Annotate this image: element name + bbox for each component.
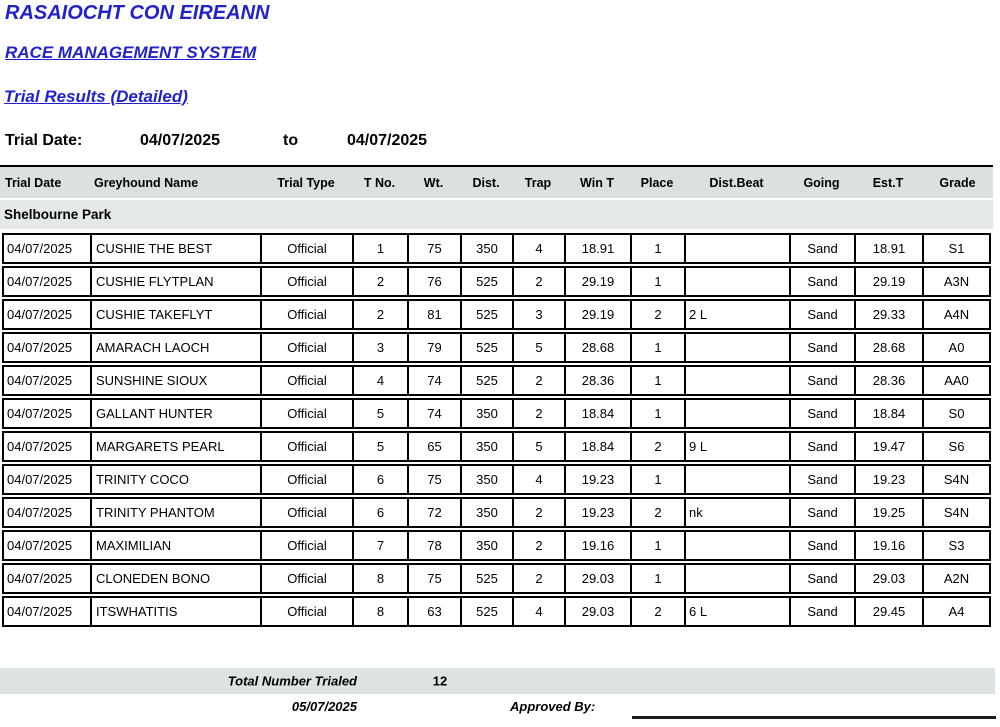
cell-t-no: 7 [354,532,409,559]
cell-t-no: 5 [354,400,409,427]
cell-greyhound-name: MARGARETS PEARL [92,433,262,460]
org-title: RASAIOCHT CON EIREANN [5,2,270,24]
cell-wt: 74 [409,367,462,394]
cell-trial-type: Official [262,499,354,526]
table-row [2,596,991,627]
cell-wt: 75 [409,466,462,493]
cell-win-t: 29.19 [566,268,632,295]
cell-win-t: 19.23 [566,499,632,526]
col-header-est-t: Est.T [872,175,904,190]
cell-win-t: 28.36 [566,367,632,394]
date-to-value: 04/07/2025 [347,132,428,149]
system-title: RACE MANAGEMENT SYSTEM [5,43,257,62]
cell-dist: 525 [462,565,514,592]
cell-wt: 75 [409,565,462,592]
table-header-row [0,167,993,198]
cell-grade: AA0 [944,373,969,388]
cell-trap: 4 [514,598,566,625]
cell-trial-date: 04/07/2025 [4,598,92,625]
cell-place: 1 [632,400,686,427]
cell-est-t: 29.45 [856,598,924,625]
cell-going: Sand [791,565,856,592]
cell-t-no: 6 [354,499,409,526]
cell-trial-type: Official [262,598,354,625]
cell-trial-type: Official [262,532,354,559]
col-header-greyhound-name: Greyhound Name [94,175,199,190]
cell-greyhound-name: SUNSHINE SIOUX [92,367,262,394]
cell-place: 2 [632,433,686,460]
cell-trap: 2 [514,532,566,559]
cell-trap: 2 [514,565,566,592]
cell-wt: 65 [409,433,462,460]
signature-line [632,716,996,719]
table-row [2,464,991,495]
cell-grade: A3N [943,274,970,289]
cell-win-t: 29.03 [566,565,632,592]
cell-going: Sand [791,532,856,559]
cell-dist-beat [686,532,791,559]
report-title: Trial Results (Detailed) [4,87,188,106]
cell-trial-type: Official [262,367,354,394]
cell-place: 1 [632,565,686,592]
table-row [2,497,991,528]
cell-trial-date: 04/07/2025 [4,532,92,559]
cell-trap: 3 [514,301,566,328]
total-trialed-label: Total Number Trialed [227,673,357,689]
cell-going: Sand [791,334,856,361]
cell-dist: 525 [462,301,514,328]
cell-t-no: 6 [354,466,409,493]
cell-dist: 350 [462,466,514,493]
cell-est-t: 18.84 [856,400,924,427]
cell-t-no: 3 [354,334,409,361]
cell-dist: 525 [462,367,514,394]
col-header-grade: Grade [939,175,976,190]
cell-greyhound-name: ITSWHATITIS [92,598,262,625]
approved-by-label: Approved By: [510,699,596,714]
cell-dist-beat [686,466,791,493]
cell-est-t: 29.33 [856,301,924,328]
col-header-dist: Dist. [472,175,500,190]
cell-dist-beat [686,400,791,427]
cell-going: Sand [791,268,856,295]
cell-grade: S0 [948,406,965,421]
cell-trial-date: 04/07/2025 [4,466,92,493]
cell-dist: 525 [462,334,514,361]
cell-wt: 78 [409,532,462,559]
cell-win-t: 18.84 [566,433,632,460]
track-section-label: Shelbourne Park [4,207,112,222]
table-row [2,299,991,330]
cell-win-t: 19.23 [566,466,632,493]
cell-trial-type: Official [262,301,354,328]
cell-est-t: 28.68 [856,334,924,361]
approval-row [0,699,1000,717]
cell-trial-type: Official [262,433,354,460]
cell-going: Sand [791,367,856,394]
cell-going: Sand [791,598,856,625]
cell-win-t: 29.19 [566,301,632,328]
cell-greyhound-name: TRINITY COCO [92,466,262,493]
cell-going: Sand [791,433,856,460]
cell-grade: A4N [943,307,970,322]
cell-dist: 350 [462,400,514,427]
cell-going: Sand [791,466,856,493]
cell-greyhound-name: CUSHIE THE BEST [92,235,262,262]
cell-trap: 2 [514,400,566,427]
to-label: to [283,132,299,149]
cell-trial-date: 04/07/2025 [4,367,92,394]
cell-going: Sand [791,235,856,262]
cell-place: 1 [632,235,686,262]
cell-greyhound-name: TRINITY PHANTOM [92,499,262,526]
col-header-going: Going [803,175,840,190]
totals-band [0,668,995,694]
col-header-trial-type: Trial Type [277,175,335,190]
cell-t-no: 1 [354,235,409,262]
cell-wt: 72 [409,499,462,526]
cell-dist: 350 [462,532,514,559]
cell-place: 1 [632,334,686,361]
cell-est-t: 19.25 [856,499,924,526]
cell-wt: 79 [409,334,462,361]
track-section-row [0,200,993,229]
cell-dist-beat: 2 L [686,301,791,328]
cell-place: 2 [632,499,686,526]
date-from-value: 04/07/2025 [140,132,221,149]
cell-place: 1 [632,466,686,493]
cell-dist: 350 [462,499,514,526]
cell-trial-date: 04/07/2025 [4,565,92,592]
cell-est-t: 19.47 [856,433,924,460]
table-row [2,563,991,594]
cell-win-t: 28.68 [566,334,632,361]
cell-trap: 2 [514,499,566,526]
cell-greyhound-name: CUSHIE TAKEFLYT [92,301,262,328]
cell-trial-type: Official [262,565,354,592]
cell-grade: S4N [943,505,970,520]
cell-wt: 74 [409,400,462,427]
cell-trial-date: 04/07/2025 [4,433,92,460]
cell-dist-beat: 6 L [686,598,791,625]
cell-greyhound-name: GALLANT HUNTER [92,400,262,427]
cell-trap: 5 [514,433,566,460]
cell-dist-beat [686,334,791,361]
cell-trap: 4 [514,466,566,493]
table-row [2,431,991,462]
cell-trial-type: Official [262,466,354,493]
cell-place: 2 [632,301,686,328]
cell-going: Sand [791,400,856,427]
cell-grade: A0 [948,340,965,355]
col-header-win-t: Win T [580,175,614,190]
cell-dist: 525 [462,268,514,295]
printed-date: 05/07/2025 [291,699,357,714]
cell-going: Sand [791,301,856,328]
cell-win-t: 19.16 [566,532,632,559]
cell-greyhound-name: CUSHIE FLYTPLAN [92,268,262,295]
table-row [2,332,991,363]
trial-results-rows [2,233,991,629]
cell-est-t: 29.03 [856,565,924,592]
cell-grade: S6 [948,439,965,454]
cell-grade: S4N [943,472,970,487]
cell-dist: 350 [462,235,514,262]
cell-est-t: 29.19 [856,268,924,295]
col-header-t-no: T No. [363,175,396,190]
cell-est-t: 19.23 [856,466,924,493]
cell-t-no: 5 [354,433,409,460]
trial-date-label: Trial Date: [5,132,83,149]
total-trialed-value: 12 [432,673,448,689]
col-header-wt: Wt. [423,175,444,190]
cell-dist-beat [686,565,791,592]
cell-dist: 350 [462,433,514,460]
cell-win-t: 29.03 [566,598,632,625]
cell-grade: A4 [948,604,965,619]
cell-wt: 76 [409,268,462,295]
cell-trap: 5 [514,334,566,361]
cell-trial-date: 04/07/2025 [4,334,92,361]
cell-place: 1 [632,268,686,295]
trial-date-filter-row [0,132,1000,152]
cell-t-no: 2 [354,301,409,328]
col-header-dist-beat: Dist.Beat [709,175,764,190]
table-row [2,233,991,264]
cell-greyhound-name: CLONEDEN BONO [92,565,262,592]
cell-dist-beat: nk [686,499,791,526]
cell-dist-beat [686,268,791,295]
cell-win-t: 18.84 [566,400,632,427]
cell-trial-type: Official [262,235,354,262]
cell-greyhound-name: AMARACH LAOCH [92,334,262,361]
cell-est-t: 18.91 [856,235,924,262]
cell-t-no: 4 [354,367,409,394]
cell-trial-type: Official [262,400,354,427]
cell-trial-date: 04/07/2025 [4,235,92,262]
cell-grade: A2N [943,571,970,586]
cell-grade: S1 [948,241,965,256]
cell-trial-date: 04/07/2025 [4,268,92,295]
cell-trial-date: 04/07/2025 [4,301,92,328]
cell-grade: S3 [948,538,965,553]
table-row [2,365,991,396]
col-header-place: Place [640,175,674,190]
cell-trial-date: 04/07/2025 [4,400,92,427]
cell-trial-type: Official [262,334,354,361]
col-header-trap: Trap [524,175,552,190]
table-row [2,530,991,561]
cell-dist-beat: 9 L [686,433,791,460]
table-row [2,398,991,429]
cell-trap: 2 [514,268,566,295]
cell-win-t: 18.91 [566,235,632,262]
cell-trial-type: Official [262,268,354,295]
cell-place: 1 [632,367,686,394]
cell-going: Sand [791,499,856,526]
cell-place: 2 [632,598,686,625]
cell-trap: 2 [514,367,566,394]
cell-est-t: 28.36 [856,367,924,394]
cell-trial-date: 04/07/2025 [4,499,92,526]
cell-greyhound-name: MAXIMILIAN [92,532,262,559]
table-row [2,266,991,297]
cell-wt: 81 [409,301,462,328]
cell-wt: 75 [409,235,462,262]
col-header-trial-date: Trial Date [5,175,62,190]
cell-wt: 63 [409,598,462,625]
cell-est-t: 19.16 [856,532,924,559]
cell-dist: 525 [462,598,514,625]
cell-t-no: 8 [354,565,409,592]
cell-dist-beat [686,235,791,262]
cell-t-no: 8 [354,598,409,625]
cell-place: 1 [632,532,686,559]
cell-trap: 4 [514,235,566,262]
cell-t-no: 2 [354,268,409,295]
cell-dist-beat [686,367,791,394]
